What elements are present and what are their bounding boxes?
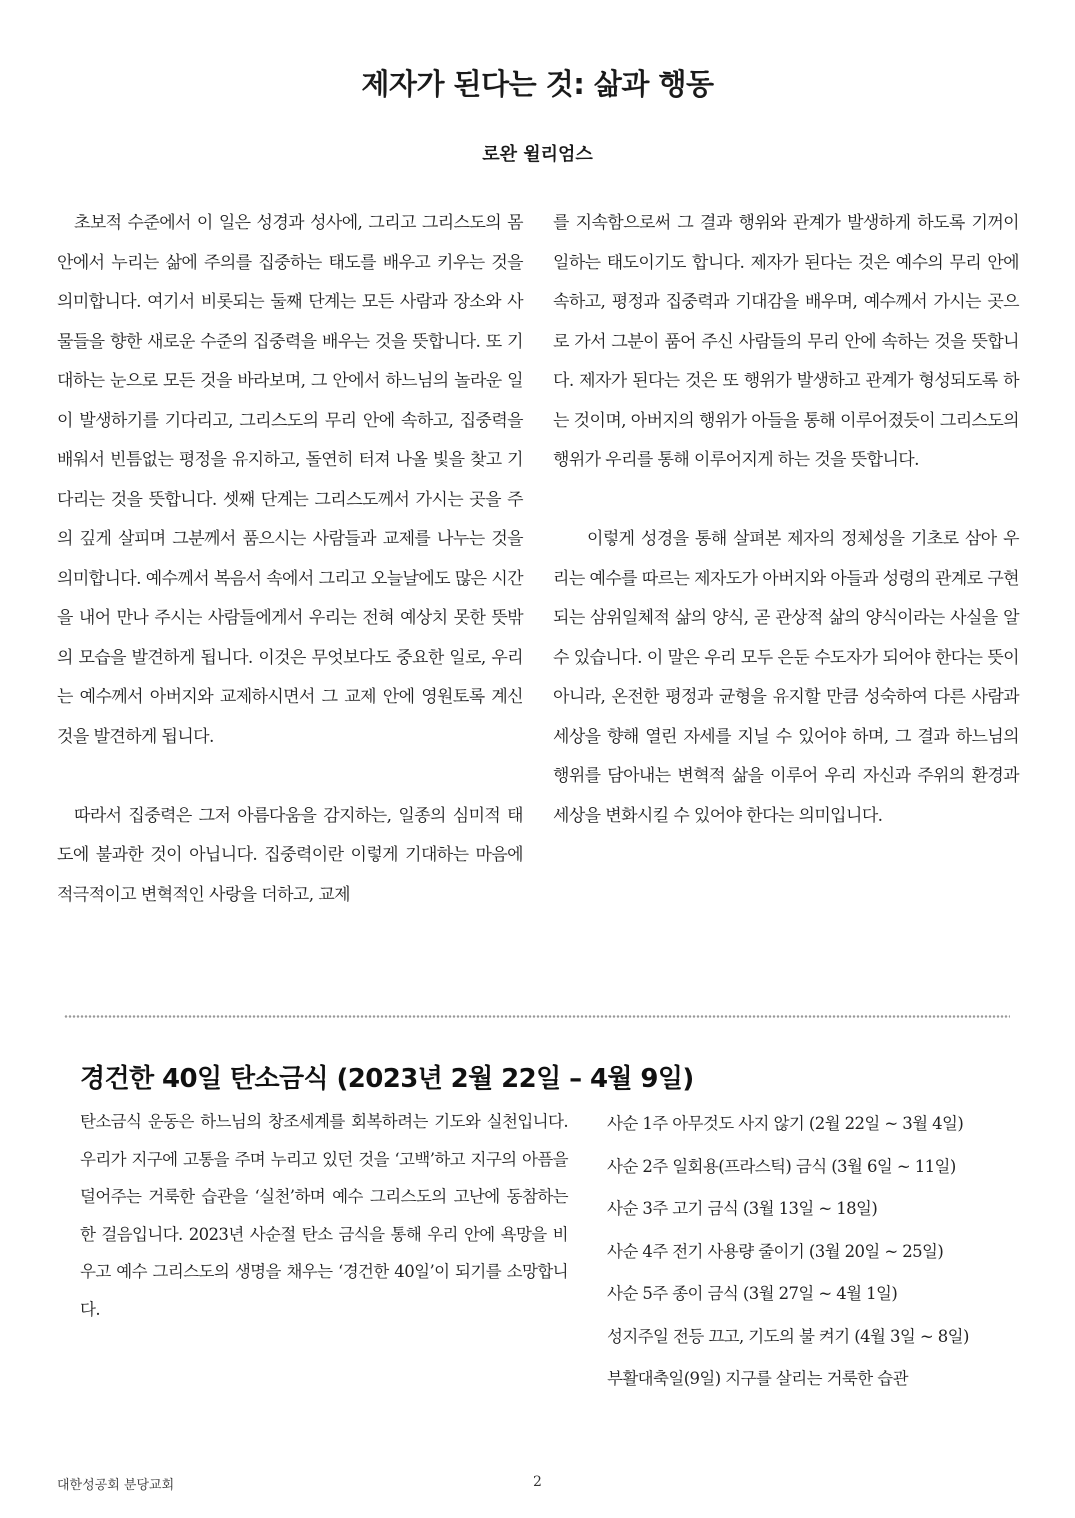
list-item: 사순 1주 아무것도 사지 않기 (2월 22일 ~ 3월 4일)	[607, 1114, 964, 1133]
fast-week-list	[607, 1103, 1027, 1401]
article-column-left	[57, 204, 523, 915]
fast-section-title: 경건한 40일 탄소금식 (2023년 2월 22일 – 4월 9일)	[80, 1064, 694, 1094]
page-number: 2	[533, 1474, 542, 1490]
list-item: 사순 3주 고기 금식 (3월 13일 ~ 18일)	[607, 1199, 878, 1218]
section-divider	[64, 1014, 1010, 1019]
article-paragraph: 초보적 수준에서 이 일은 성경과 성사에, 그리고 그리스도의 몸 안에서 누리는 삶에 주의를 집중하는 태도를 배우고 키우는 것을 의미합니다. 여기서 비롯되는 둘째 단계는 모든 사람과 장소와 사물들을 향한 새로운 수준의 집중력을 배우는 것을 뜻합니다. 또 기대하는 눈으로 모든 것을 바라보며, 그 안에서 하느님의 놀라운 일이 발생하기를 기다리고, 그리스도의 무리 안에 속하고, 집중력을 배워서 빈틈없는 평정을 유지하고, 돌연히 터져 나올 빛을 찾고 기다리는 것을 뜻합니다. 셋째 단계는 그리스도께서 가시는 곳을 주의 깊게 살피며 그분께서 품으시는 사람들과 교제를 나누는 것을 의미합니다. 예수께서 복음서 속에서 그리고 오늘날에도 많은 시간을 내어 만나 주시는 사람들에게서 우리는 전혀 예상치 못한 뜻밖의 모습을 발견하게 됩니다. 이것은 무엇보다도 중요한 일로, 우리는 예수께서 아버지와 교제하시면서 그 교제 안에 영원토록 계신 것을 발견하게 됩니다.	[57, 213, 523, 747]
article-author: 로완 윌리엄스	[482, 144, 593, 165]
fast-description: 탄소금식 운동은 하느님의 창조세계를 회복하려는 기도와 실천입니다. 우리가 지구에 고통을 주며 누리고 있던 것을 ‘고백’하고 지구의 아픔을 덜어주는 거룩한 습관을 ‘실천’하며 예수 그리스도의 고난에 동참하는 한 걸음입니다. 2023년 사순절 탄소 금식을 통해 우리 안에 욕망을 비우고 예수 그리스도의 생명을 채우는 ‘경건한 40일’이 되기를 소망합니다.	[80, 1112, 568, 1319]
article-paragraph: 를 지속함으로써 그 결과 행위와 관계가 발생하게 하도록 기꺼이 일하는 태도이기도 합니다. 제자가 된다는 것은 예수의 무리 안에 속하고, 평정과 집중력과 기대감을 배우며, 예수께서 가시는 곳으로 가서 그분이 품어 주신 사람들의 무리 안에 속하는 것을 뜻합니다. 제자가 된다는 것은 또 행위가 발생하고 관계가 형성되도록 하는 것이며, 아버지의 행위가 아들을 통해 이루어졌듯이 그리스도의 행위가 우리를 통해 이루어지게 하는 것을 뜻합니다.	[553, 213, 1019, 470]
list-item: 사순 2주 일회용(프라스틱) 금식 (3월 6일 ~ 11일)	[607, 1156, 956, 1176]
footer-church-name: 대한성공회 분당교회	[57, 1478, 175, 1493]
article-paragraph: 따라서 집중력은 그저 아름다움을 감지하는, 일종의 심미적 태도에 불과한 것이 아닙니다. 집중력이란 이렇게 기대하는 마음에 적극적이고 변혁적인 사랑을 더하고, 교제	[57, 805, 523, 905]
list-item: 부활대축일(9일) 지구를 살리는 거룩한 습관	[607, 1369, 908, 1388]
article-title: 제자가 된다는 것: 삶과 행동	[361, 67, 714, 101]
article-column-right	[553, 204, 1019, 836]
list-item: 성지주일 전등 끄고, 기도의 불 켜기 (4월 3일 ~ 8일)	[607, 1326, 969, 1346]
list-item: 사순 5주 종이 금식 (3월 27일 ~ 4월 1일)	[607, 1284, 898, 1303]
article-paragraph: 이렇게 성경을 통해 살펴본 제자의 정체성을 기초로 삼아 우리는 예수를 따르는 제자도가 아버지와 아들과 성령의 관계로 구현되는 삼위일체적 삶의 양식, 곧 관상적 삶의 양식이라는 사실을 알 수 있습니다. 이 말은 우리 모두 은둔 수도자가 되어야 한다는 뜻이 아니라, 온전한 평정과 균형을 유지할 만큼 성숙하여 다른 사람과 세상을 향해 열린 자세를 지닐 수 있어야 하며, 그 결과 하느님의 행위를 담아내는 변혁적 삶을 이루어 우리 자신과 주위의 환경과 세상을 변화시킬 수 있어야 한다는 의미입니다.	[553, 529, 1019, 826]
list-item: 사순 4주 전기 사용량 줄이기 (3월 20일 ~ 25일)	[607, 1241, 944, 1261]
